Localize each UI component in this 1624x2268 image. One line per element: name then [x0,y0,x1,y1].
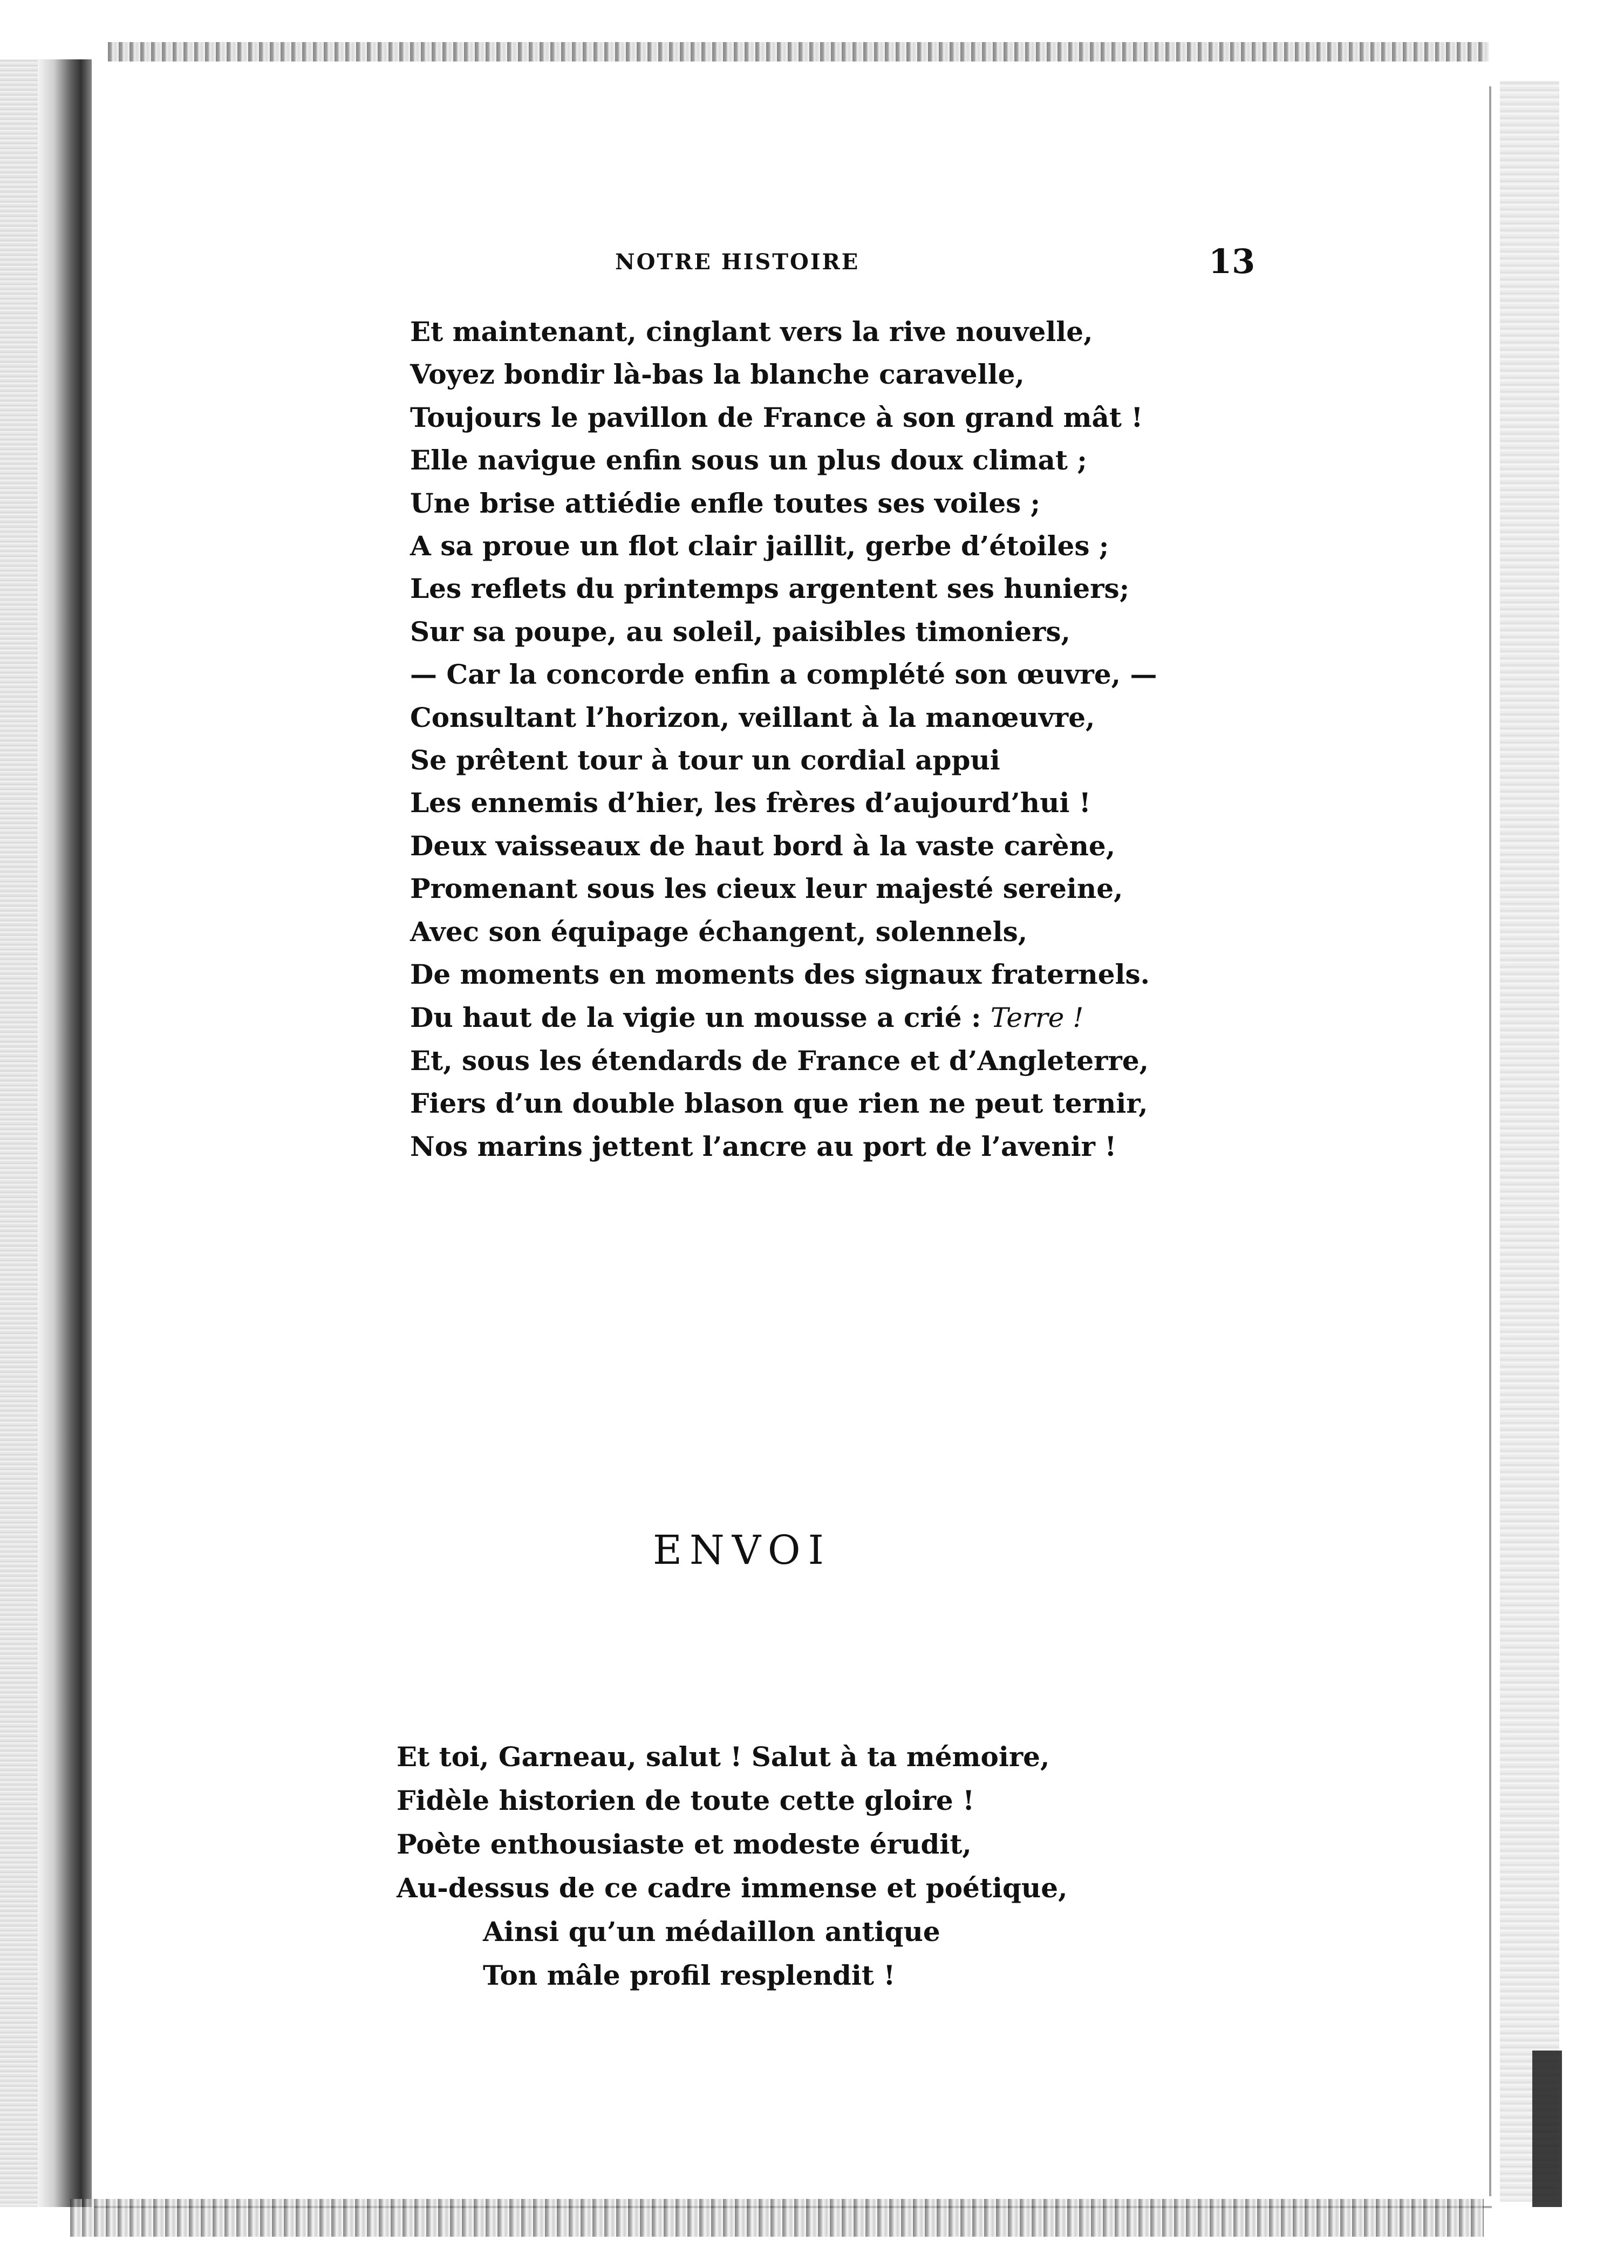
poem-line: Elle navigue enfin sous un plus doux climat ; [410,444,1087,476]
envoi-line: Au-dessus de ce cadre immense et poétique, [397,1872,1068,1904]
poem-line: Nos marins jettent l’ancre au port de l’avenir ! [410,1130,1117,1162]
running-title: NOTRE HISTOIRE [615,249,860,275]
page-number: 13 [1209,242,1255,281]
envoi-line: Et toi, Garneau, salut ! Salut à ta mémoire, [397,1741,1050,1773]
scan-edge-right [1500,81,1559,2202]
poem-line: A sa proue un flot clair jaillit, gerbe d’étoiles ; [410,530,1109,562]
envoi-line: Poète enthousiaste et modeste érudit, [397,1828,972,1860]
poem-line [410,996,1157,1039]
poem-line: Toujours le pavillon de France à son grand mât ! [410,401,1143,433]
section-title: ENVOI [653,1527,831,1574]
poem-line: Voyez bondir là-bas la blanche caravelle, [410,358,1025,391]
poem-emphasis: Terre ! [990,1002,1084,1033]
page-frame-right [1489,86,1491,2196]
scan-edge-right-dark [1532,2051,1562,2207]
poem-line: — Car la concorde enfin a complété son œuvre, — [410,658,1157,691]
envoi-line: Ainsi qu’un médaillon antique [483,1916,940,1947]
scan-edge-left [38,59,92,2207]
poem-line: Et, sous les étendards de France et d’Angleterre, [410,1044,1149,1077]
poem-line: Consultant l’horizon, veillant à la manœuvre, [410,701,1095,733]
poem-line: Une brise attiédie enfle toutes ses voiles ; [410,487,1041,519]
scan-edge-bottom [70,2199,1484,2237]
poem-line: De moments en moments des signaux fraternels. [410,958,1150,991]
envoi-stanza [397,1735,1067,1997]
envoi-line: Ton mâle profil resplendit ! [483,1959,896,1991]
scan-edge-top [108,42,1489,62]
poem-line: Fiers d’un double blason que rien ne peut ternir, [410,1087,1148,1120]
poem-line: Deux vaisseaux de haut bord à la vaste carène, [410,829,1116,862]
envoi-line: Fidèle historien de toute cette gloire ! [397,1785,975,1816]
poem-line: Promenant sous les cieux leur majesté sereine, [410,873,1123,905]
poem-line: Sur sa poupe, au soleil, paisibles timoniers, [410,615,1070,648]
poem-line: Et maintenant, cinglant vers la rive nouvelle, [410,316,1093,348]
scan-edge-left-outer [0,59,38,2207]
poem-stanza [410,310,1157,1168]
poem-line: Avec son équipage échangent, solennels, [410,915,1028,948]
poem-line: Les ennemis d’hier, les frères d’aujourd’hui ! [410,787,1091,819]
poem-line-text: Du haut de la vigie un mousse a crié : [410,1001,981,1033]
poem-line: Se prêtent tour à tour un cordial appui [410,744,1000,777]
poem-line: Les reflets du printemps argentent ses huniers; [410,573,1130,605]
